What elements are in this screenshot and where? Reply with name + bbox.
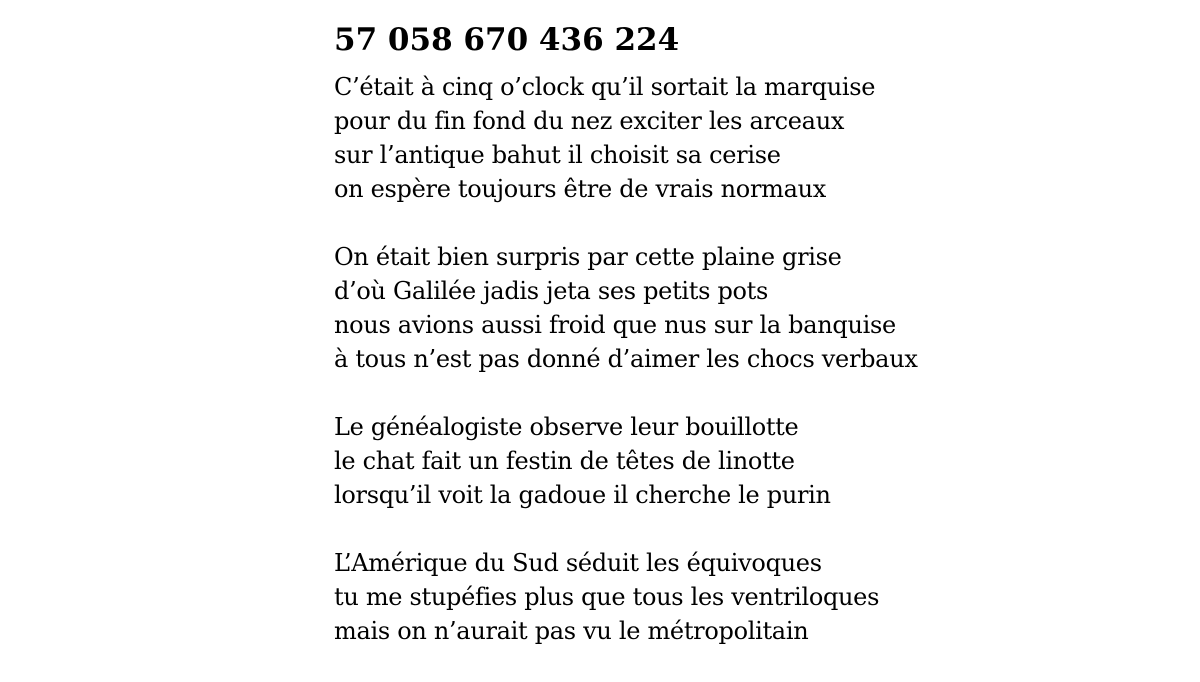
poem-line: pour du fin fond du nez exciter les arceaux — [334, 107, 845, 135]
poem — [334, 20, 1174, 682]
poem-line: à tous n’est pas donné d’aimer les chocs verbaux — [334, 345, 918, 373]
poem-title: 57 058 670 436 224 — [334, 22, 680, 58]
stanza-1 — [334, 70, 1174, 206]
poem-line: C’était à cinq o’clock qu’il sortait la marquise — [334, 73, 876, 101]
stanza-3 — [334, 410, 1174, 512]
poem-line: nous avions aussi froid que nus sur la banquise — [334, 311, 896, 339]
poem-line: L’Amérique du Sud séduit les équivoques — [334, 549, 822, 577]
poem-line: lorsqu’il voit la gadoue il cherche le purin — [334, 481, 831, 509]
poem-line: Le généalogiste observe leur bouillotte — [334, 413, 799, 441]
poem-line: tu me stupéfies plus que tous les ventriloques — [334, 583, 880, 611]
stanza-4 — [334, 546, 1174, 648]
poem-line: le chat fait un festin de têtes de linotte — [334, 447, 795, 475]
poem-line: On était bien surpris par cette plaine grise — [334, 243, 842, 271]
poem-line: d’où Galilée jadis jeta ses petits pots — [334, 277, 769, 305]
poem-line: mais on n’aurait pas vu le métropolitain — [334, 617, 809, 645]
stanza-2 — [334, 240, 1174, 376]
poem-line: on espère toujours être de vrais normaux — [334, 175, 826, 203]
poem-line: sur l’antique bahut il choisit sa cerise — [334, 141, 781, 169]
